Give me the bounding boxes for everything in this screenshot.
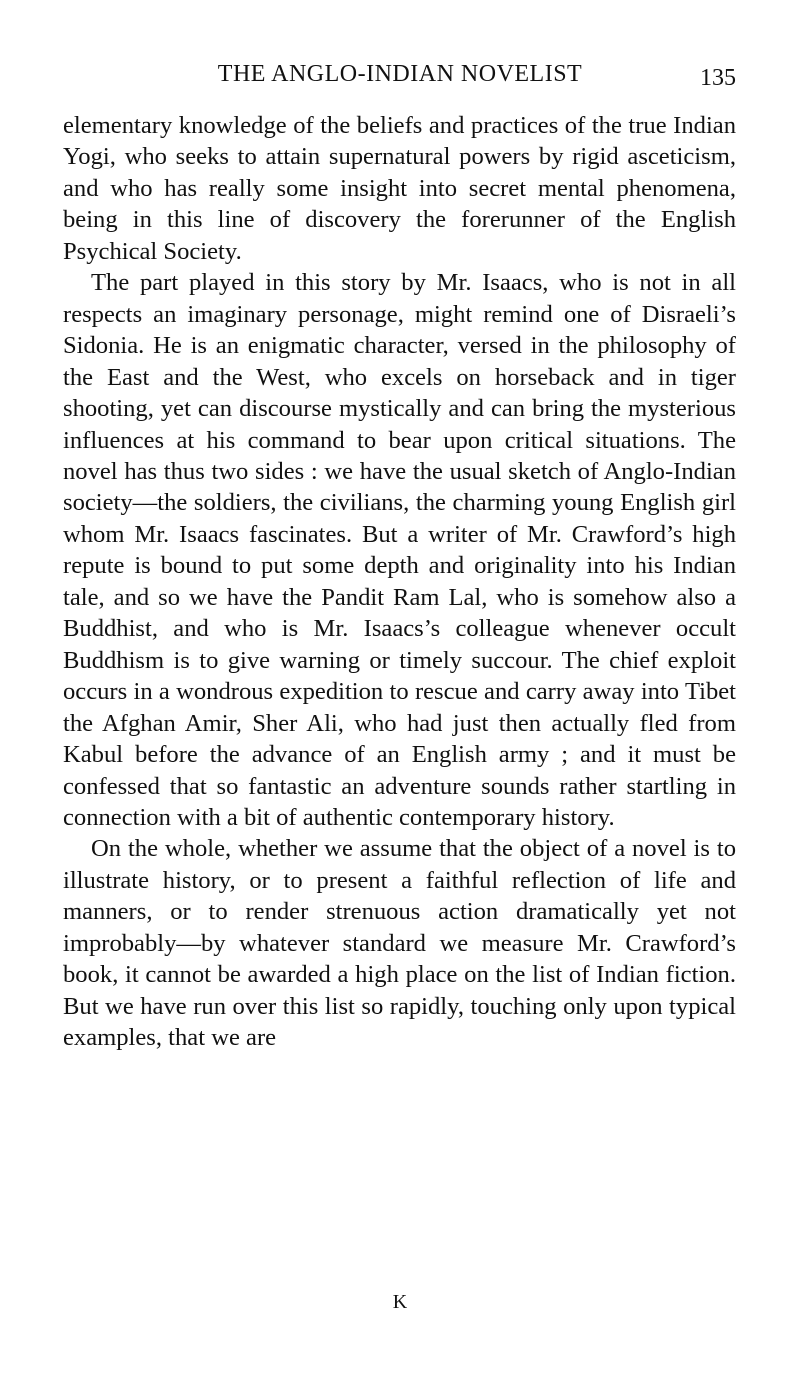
- signature-mark: K: [392, 1291, 408, 1313]
- page-number: 135: [700, 65, 736, 91]
- running-head: [64, 56, 736, 92]
- running-title: THE ANGLO-INDIAN NOVELIST: [217, 61, 583, 87]
- paragraph-mr-isaacs: The part played in this story by Mr. Isaacs, who is not in all respects an imaginary personage, might remind one of Disraeli’s Sidonia. He is an enigmatic character, versed in the philosophy of the East and the West, who excels on horseback and in tiger shooting, yet can discourse mystically and can bring the mysterious influences at his command to bear upon critical situations. The novel has thus two sides : we have the usual sketch of Anglo-Indian society—the soldiers, the civilians, the charming young English girl whom Mr. Isaacs fascinates. But a writer of Mr. Crawford’s high repute is bound to put some depth and originality into his Indian tale, and so we have the Pandit Ram Lal, who is somehow also a Buddhist, and who is Mr. Isaacs’s colleague whenever occult Buddhism is to give warning or timely succour. The chief exploit occurs in a wondrous expedition to rescue and carry away into Tibet the Afghan Amir, Sher Ali, who had just then actually fled from Kabul before the advance of an English army ; and it must be confessed that so fantastic an adventure sounds rather startling in connection with a bit of authentic contemporary history.: [63, 269, 736, 831]
- paragraph-continued: elementary knowledge of the beliefs and practices of the true Indian Yogi, who seeks to attain supernatural powers by rigid asceticism, and who has really some insight into secret mental phenomena, being in this line of discovery the forerunner of the English Psychical Society.: [63, 112, 736, 265]
- paragraph-on-the-whole: On the whole, whether we assume that the object of a novel is to illustrate history, or to present a faithful reflection of life and manners, or to render strenuous action dramatically yet not improbably—by whatever standard we measure Mr. Crawford’s book, it cannot be awarded a high place on the list of Indian fiction. But we have run over this list so rapidly, touching only upon typical examples, that we are: [63, 835, 736, 1052]
- body-text: [63, 110, 736, 1054]
